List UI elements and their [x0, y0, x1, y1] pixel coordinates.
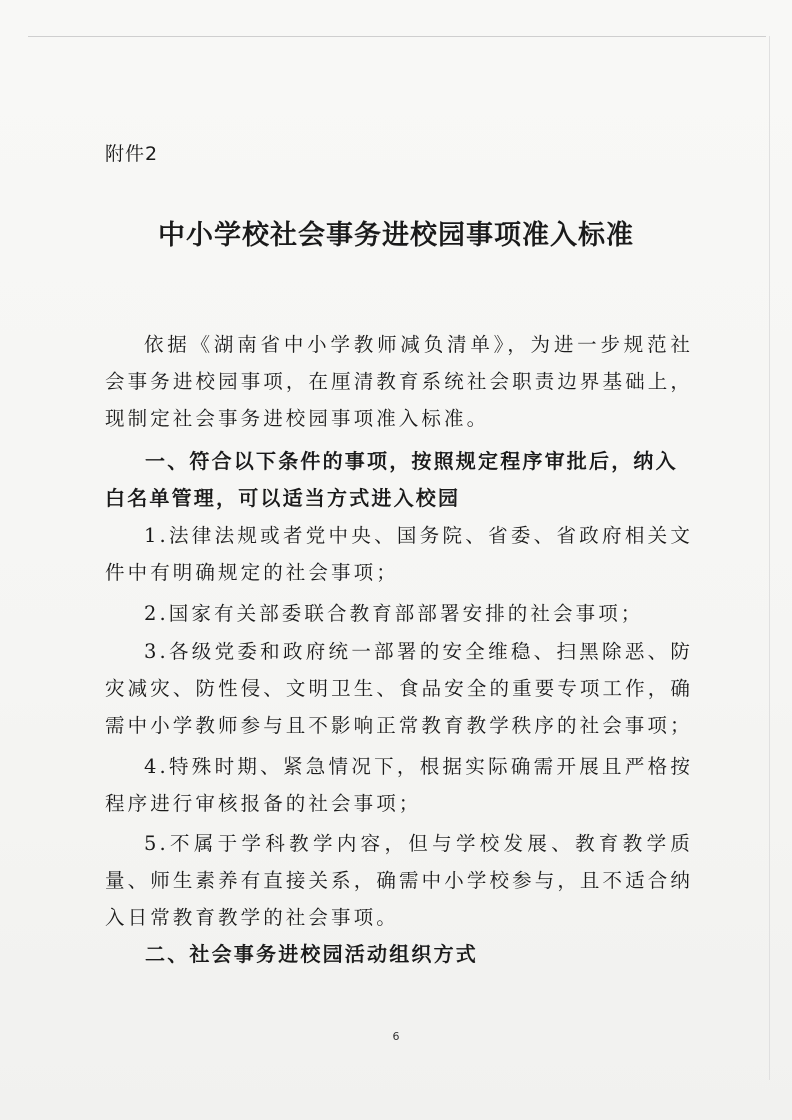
- scan-edge-right: [769, 36, 770, 1080]
- page-number: 6: [392, 1030, 400, 1043]
- intro-paragraph: 依据《湖南省中小学教师减负清单》，为进一步规范社会事务进校园事项，在厘清教育系统社会职责边界基础上，现制定社会事务进校园事项准入标准。: [105, 333, 693, 430]
- section-one-item-3: 3.各级党委和政府统一部署的安全维稳、扫黑除恶、防灾减灾、防性侵、文明卫生、食品安全的重要专项工作，确需中小学教师参与且不影响正常教育教学秩序的社会事项；: [105, 640, 693, 737]
- section-one-item-1: 1.法律法规或者党中央、国务院、省委、省政府相关文件中有明确规定的社会事项；: [105, 524, 693, 584]
- section-one-item-4: 4.特殊时期、紧急情况下，根据实际确需开展且严格按程序进行审核报备的社会事项；: [105, 755, 693, 815]
- section-one-heading: 一、符合以下条件的事项，按照规定程序审批后，纳入白名单管理，可以适当方式进入校园: [105, 449, 678, 510]
- attachment-label: 附件2: [105, 143, 159, 165]
- scan-edge-top: [28, 36, 766, 37]
- document-title: 中小学校社会事务进校园事项准入标准: [158, 220, 634, 251]
- section-one-item-5: 5.不属于学科教学内容，但与学校发展、教育教学质量、师生素养有直接关系，确需中小学校参与，且不适合纳入日常教育教学的社会事项。: [105, 832, 693, 929]
- section-one-item-2: 2.国家有关部委联合教育部部署安排的社会事项；: [144, 602, 644, 625]
- section-two-heading: 二、社会事务进校园活动组织方式: [145, 942, 478, 966]
